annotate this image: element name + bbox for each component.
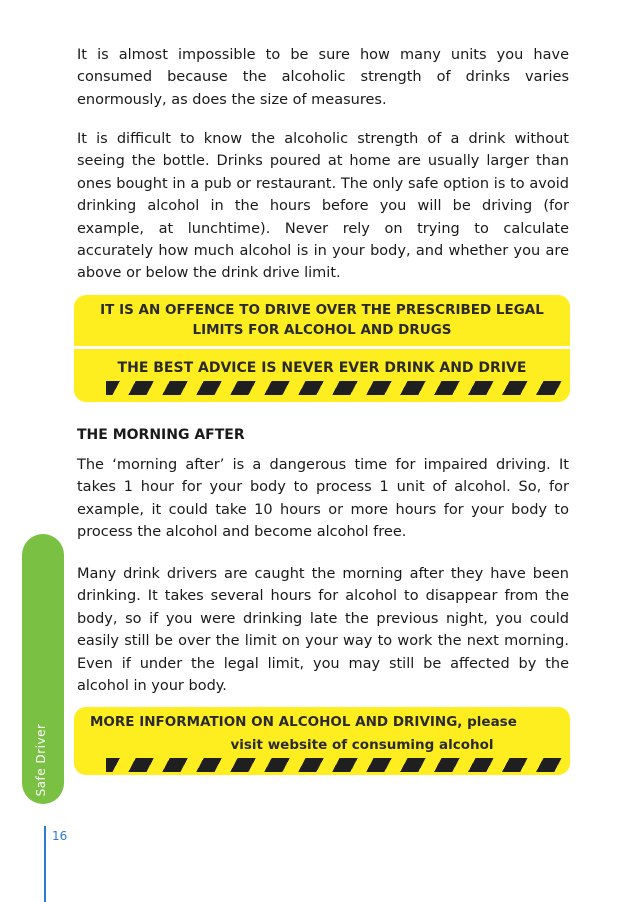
side-tab-label: Safe Driver	[34, 723, 48, 797]
more-info-line1: MORE INFORMATION ON ALCOHOL AND DRIVING, please	[90, 714, 517, 730]
offence-warning-line1: IT IS AN OFFENCE TO DRIVE OVER THE PRESCRIBED LEGAL	[100, 302, 544, 318]
caught-morning-after-paragraph: Many drink drivers are caught the morning after they have been drinking. It takes several hours for alcohol to disappear from the body, so if you were drinking late the previous night, you could easily still be over the limit on your way to work the next morning. Even if under the legal limit, you may still be affected by the alcohol in your body.	[77, 566, 569, 695]
legal-limit-warning-banner	[74, 295, 570, 402]
more-info-line2: visit website of consuming alcohol	[230, 737, 494, 753]
offence-warning-line2: LIMITS FOR ALCOHOL AND DRUGS	[192, 322, 452, 338]
section-heading: THE MORNING AFTER	[77, 427, 245, 443]
alcohol-strength-paragraph: It is difficult to know the alcoholic strength of a drink without seeing the bottle. Drinks poured at home are usually larger than ones bought in a pub or restaurant. The only safe option is to avoid drinking alcohol in the hours before you will be driving (for example, at lunchtime). Never rely on trying to calculate accurately how much alcohol is in your body, and whether you are above or below the drink drive limit.	[77, 131, 569, 282]
page-number: 16	[52, 829, 68, 843]
banner-divider	[74, 346, 570, 349]
hazard-stripes	[106, 381, 570, 395]
best-advice-text: THE BEST ADVICE IS NEVER EVER DRINK AND DRIVE	[117, 360, 527, 376]
hazard-stripes	[106, 758, 570, 772]
more-information-banner	[74, 707, 570, 775]
morning-after-paragraph: The ‘morning after’ is a dangerous time for impaired driving. It takes 1 hour for your body to process 1 unit of alcohol. So, for example, it could take 10 hours or more hours for your body to process the alcohol and become alcohol free.	[77, 457, 569, 541]
intro-paragraph: It is almost impossible to be sure how many units you have consumed because the alcoholic strength of drinks varies enormously, as does the size of measures.	[77, 47, 569, 108]
page-number-rule	[44, 826, 46, 902]
